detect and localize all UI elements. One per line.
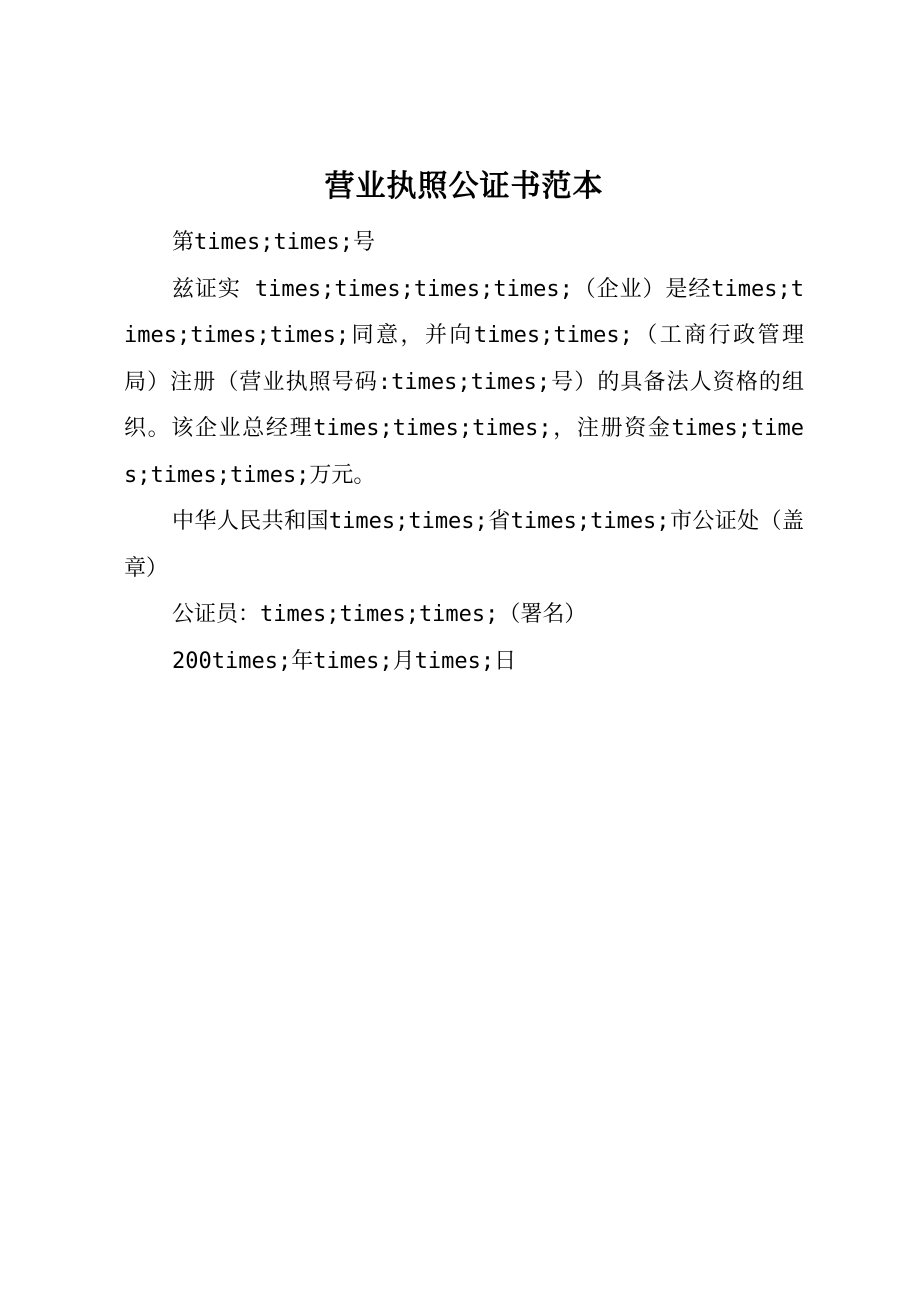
notary-signature-line: 公证员：times;times;times;（署名） (172, 602, 587, 627)
certificate-number-line: 第times;times;号 (172, 230, 375, 255)
notary-office-line: 中华人民共和国times;times;省times;times;市公证处（盖章） (124, 509, 804, 581)
certificate-body-paragraph: 兹证实 times;times;times;times;（企业）是经times;times;times;times;同意，并向times;times;（工商行政管理局）注册（营业执照号码:times;times;号）的具备法人资格的组织。该企业总经理times;times;times;，注册资金times;times;times;times;万元。 (124, 276, 804, 488)
document-content (124, 164, 804, 685)
certificate-date-line: 200times;年times;月times;日 (172, 648, 517, 674)
document-title: 营业执照公证书范本 (324, 169, 604, 204)
